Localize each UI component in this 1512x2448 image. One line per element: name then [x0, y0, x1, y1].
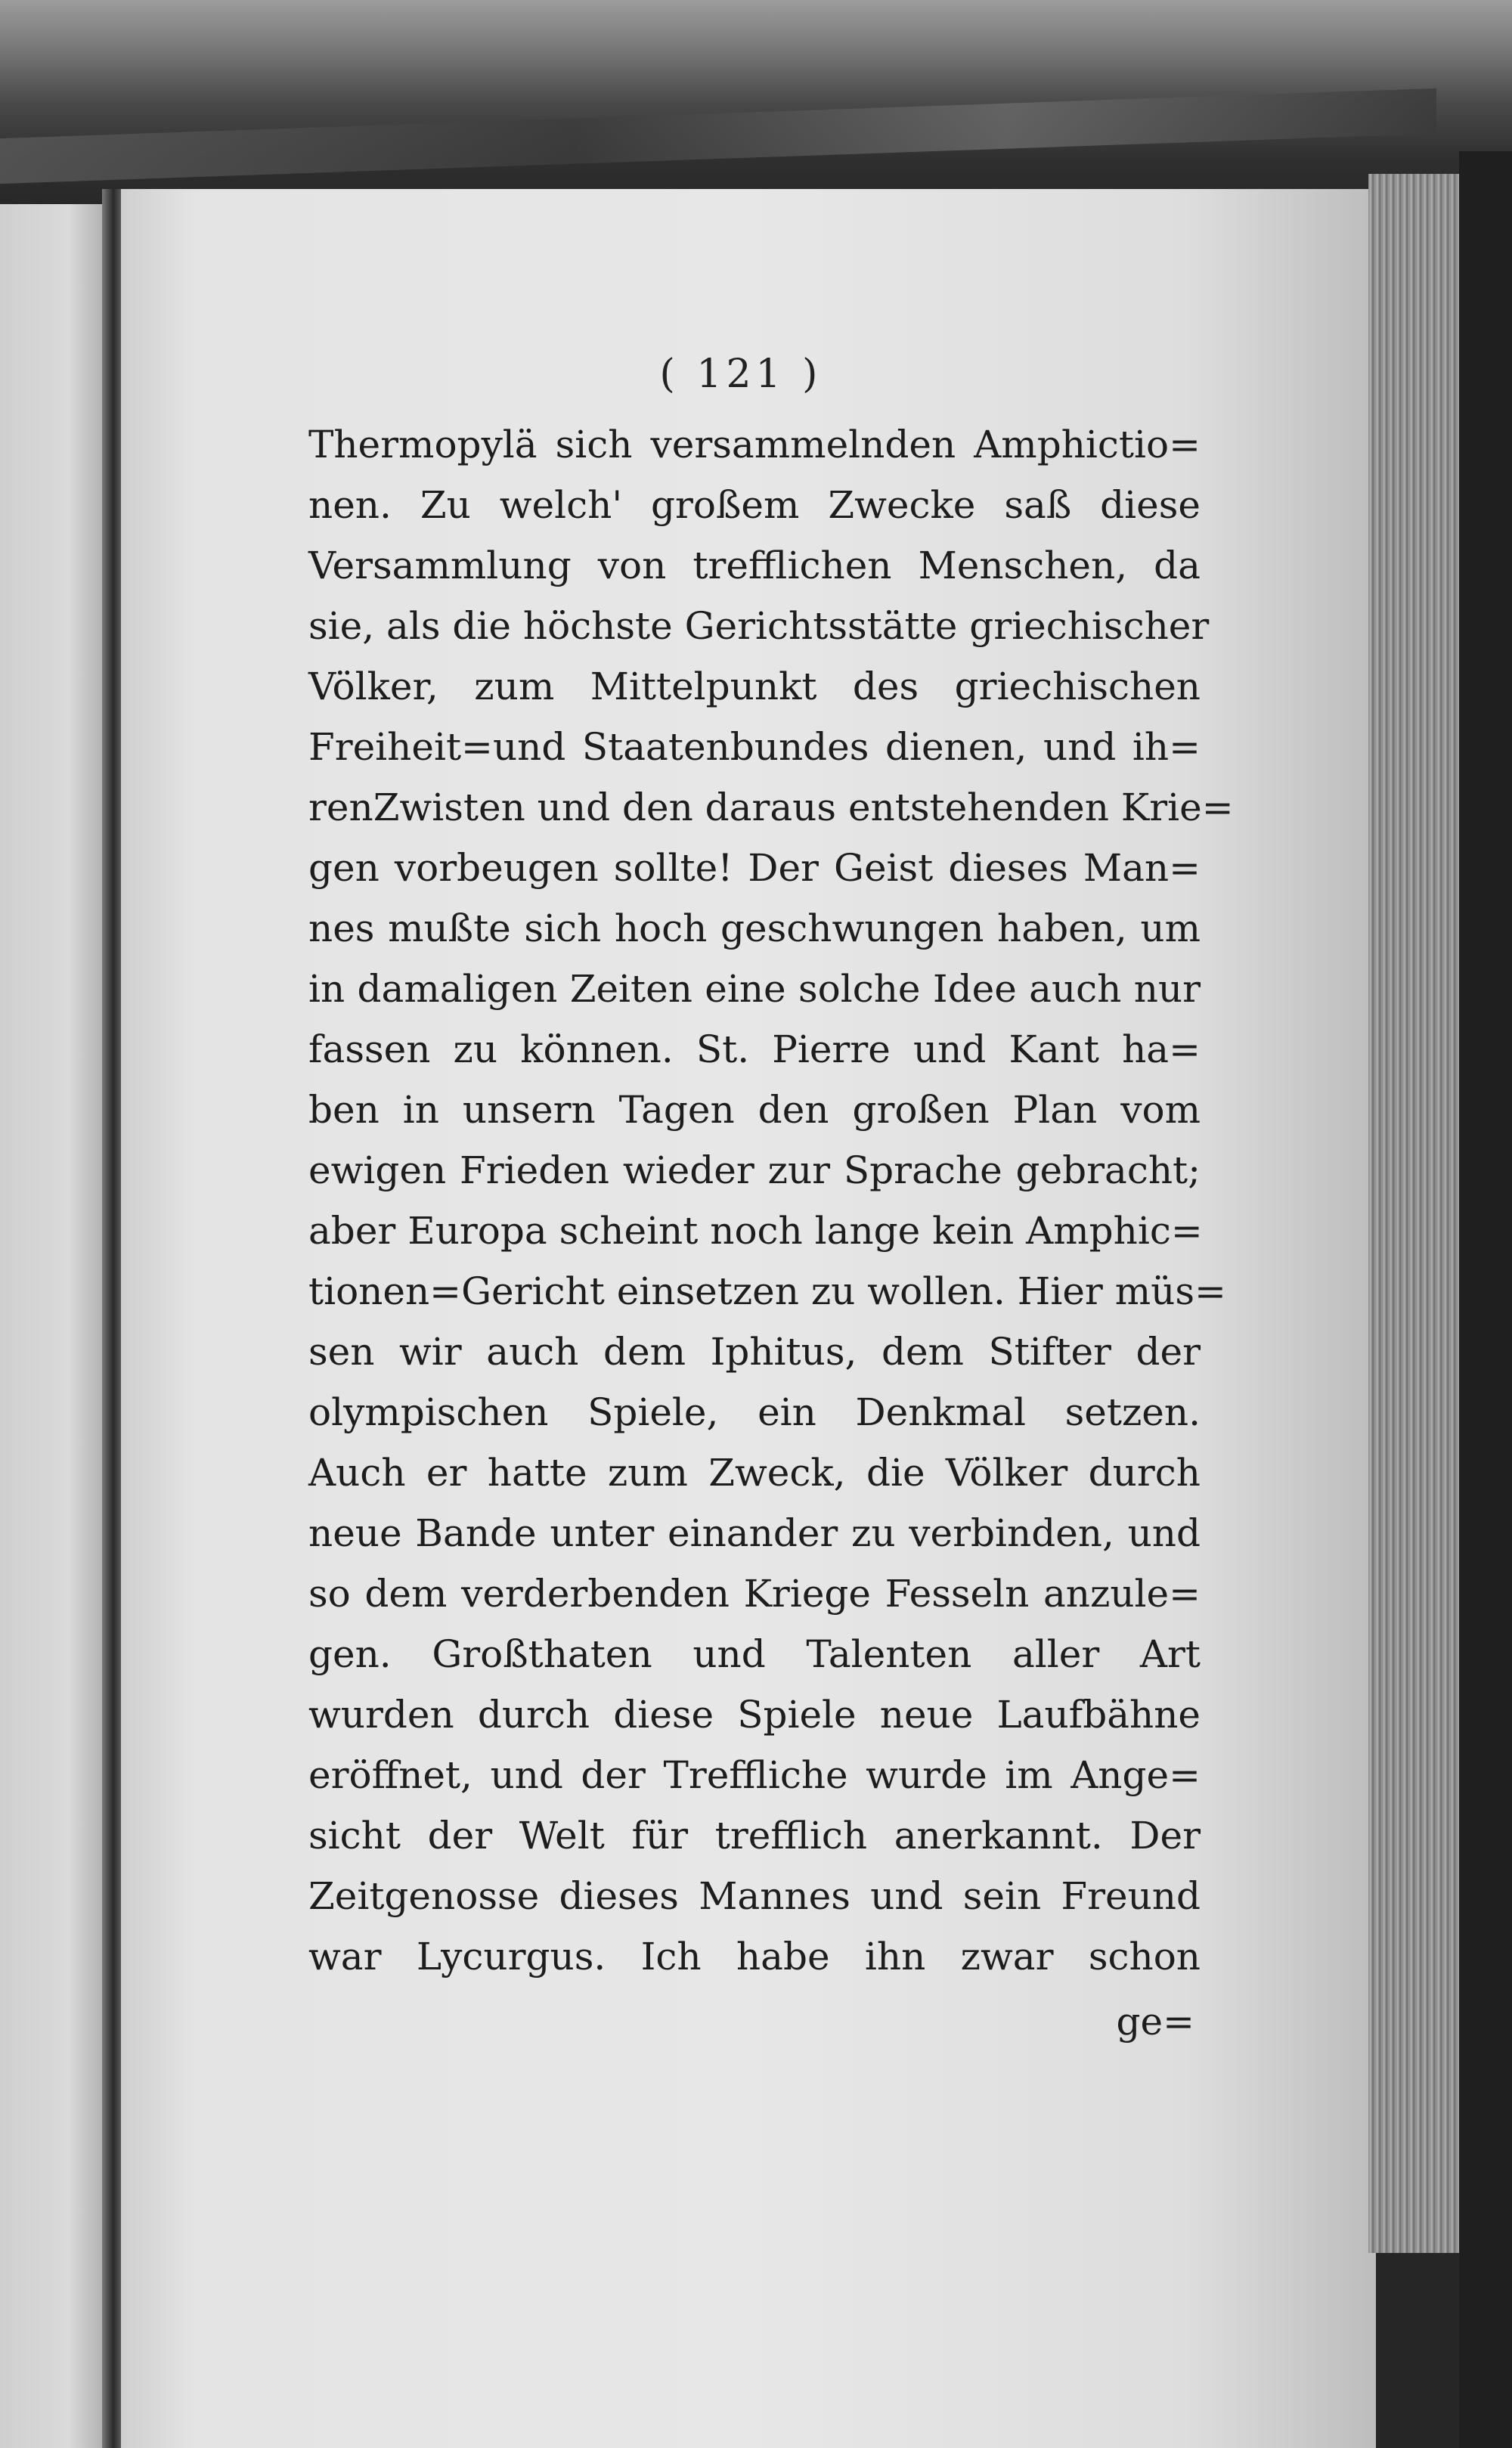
- text-line: nes mußte sich hoch geschwungen haben, um: [308, 906, 1201, 950]
- text-line: Freiheit=und Staatenbundes dienen, und ih=: [308, 725, 1201, 769]
- text-line: sicht der Welt für trefflich anerkannt. Der: [308, 1814, 1201, 1858]
- text-line: war Lycurgus. Ich habe ihn zwar schon: [308, 1935, 1201, 1979]
- text-line: sen wir auch dem Iphitus, dem Stifter der: [308, 1330, 1201, 1374]
- text-line: wurden durch diese Spiele neue Laufbähne: [308, 1693, 1201, 1737]
- text-line: Auch er hatte zum Zweck, die Völker durch: [308, 1451, 1201, 1495]
- text-line: Völker, zum Mittelpunkt des griechischen: [308, 665, 1201, 708]
- page-edge-stack: [1368, 174, 1459, 2253]
- text-line: gen vorbeugen sollte! Der Geist dieses Man=: [308, 846, 1201, 890]
- text-line: renZwisten und den daraus entstehenden Krie=: [308, 786, 1234, 829]
- body-text: [308, 414, 1234, 1987]
- text-line: tionen=Gericht einsetzen zu wollen. Hier müs=: [308, 1269, 1226, 1313]
- background-edge: [1459, 151, 1512, 2448]
- text-line: fassen zu können. St. Pierre und Kant ha=: [308, 1027, 1201, 1071]
- text-line: nen. Zu welch' großem Zwecke saß diese: [308, 483, 1201, 527]
- text-line: Zeitgenosse dieses Mannes und sein Freund: [308, 1874, 1201, 1918]
- facing-page: [0, 204, 113, 2448]
- text-line: in damaligen Zeiten eine solche Idee auch nur: [308, 967, 1201, 1011]
- text-line: neue Bande unter einander zu verbinden, und: [308, 1511, 1201, 1555]
- text-line: eröffnet, und der Treffliche wurde im Ange=: [308, 1753, 1201, 1797]
- text-line: so dem verderbenden Kriege Fesseln anzule=: [308, 1572, 1201, 1616]
- page-number-header: ( 121 ): [659, 352, 823, 397]
- text-line: ewigen Frieden wieder zur Sprache gebracht;: [308, 1148, 1201, 1192]
- catchword: ge=: [1116, 2000, 1194, 2044]
- text-line: aber Europa scheint noch lange kein Amphic=: [308, 1209, 1203, 1253]
- text-line: ben in unsern Tagen den großen Plan vom: [308, 1088, 1201, 1132]
- text-line: olympischen Spiele, ein Denkmal setzen.: [308, 1390, 1201, 1434]
- text-line: Versammlung von trefflichen Menschen, da: [308, 544, 1201, 587]
- text-line: Thermopylä sich versammelnden Amphictio=: [308, 423, 1201, 466]
- text-line: sie, als die höchste Gerichtsstätte griechischer: [308, 604, 1210, 648]
- text-line: gen. Großthaten und Talenten aller Art: [308, 1632, 1201, 1676]
